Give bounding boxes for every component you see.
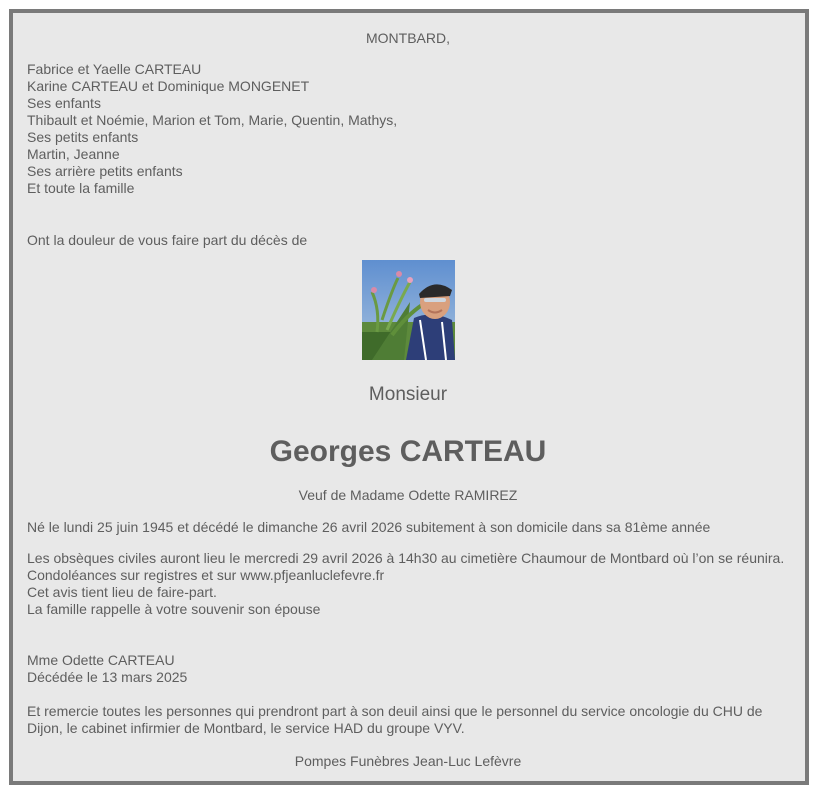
thanks-paragraph: Et remercie toutes les personnes qui prendront part à son deuil ainsi que le personnel du service oncologie du CHU de Dijon, le cabinet infirmier de Montbard, le service HAD du groupe VYV. (27, 703, 763, 736)
widow-line: Veuf de Madame Odette RAMIREZ (298, 487, 518, 503)
family-line: Thibault et Noémie, Marion et Tom, Marie, Quentin, Mathys, (27, 112, 398, 128)
obituary-content (27, 13, 789, 781)
obituary-notice (9, 9, 809, 785)
funeral-home-signature: Pompes Funèbres Jean-Luc Lefèvre (294, 753, 522, 769)
family-line: Ses petits enfants (27, 129, 139, 145)
funeral-details (27, 550, 789, 618)
announcement-intro: Ont la douleur de vous faire part du décès de (27, 232, 308, 248)
portrait-photo (362, 260, 455, 360)
family-line: Karine CARTEAU et Dominique MONGENET (27, 78, 310, 94)
family-line: Ses arrière petits enfants (27, 163, 183, 179)
family-line: Ses enfants (27, 95, 101, 111)
funeral-line: La famille rappelle à votre souvenir son épouse (27, 601, 321, 617)
funeral-line: Cet avis tient lieu de faire-part. (27, 584, 217, 600)
birth-death-line: Né le lundi 25 juin 1945 et décédé le dimanche 26 avril 2026 subitement à son domicile dans sa 81ème année (27, 519, 711, 535)
funeral-line: Condoléances sur registres et sur www.pfjeanluclefevre.fr (27, 567, 385, 583)
spouse-remembrance (27, 652, 187, 686)
family-line: Et toute la famille (27, 180, 135, 196)
city-heading: MONTBARD, (366, 30, 450, 46)
family-list (27, 61, 397, 197)
family-line: Fabrice et Yaelle CARTEAU (27, 61, 202, 77)
deceased-name: Georges CARTEAU (269, 435, 547, 468)
spouse-line: Décédée le 13 mars 2025 (27, 669, 188, 685)
family-line: Martin, Jeanne (27, 146, 120, 162)
spouse-line: Mme Odette CARTEAU (27, 652, 175, 668)
civility-title: Monsieur (368, 384, 448, 405)
funeral-line: Les obsèques civiles auront lieu le mercredi 29 avril 2026 à 14h30 au cimetière Chaumour de Montbard où l’on se réunira. (27, 550, 785, 566)
